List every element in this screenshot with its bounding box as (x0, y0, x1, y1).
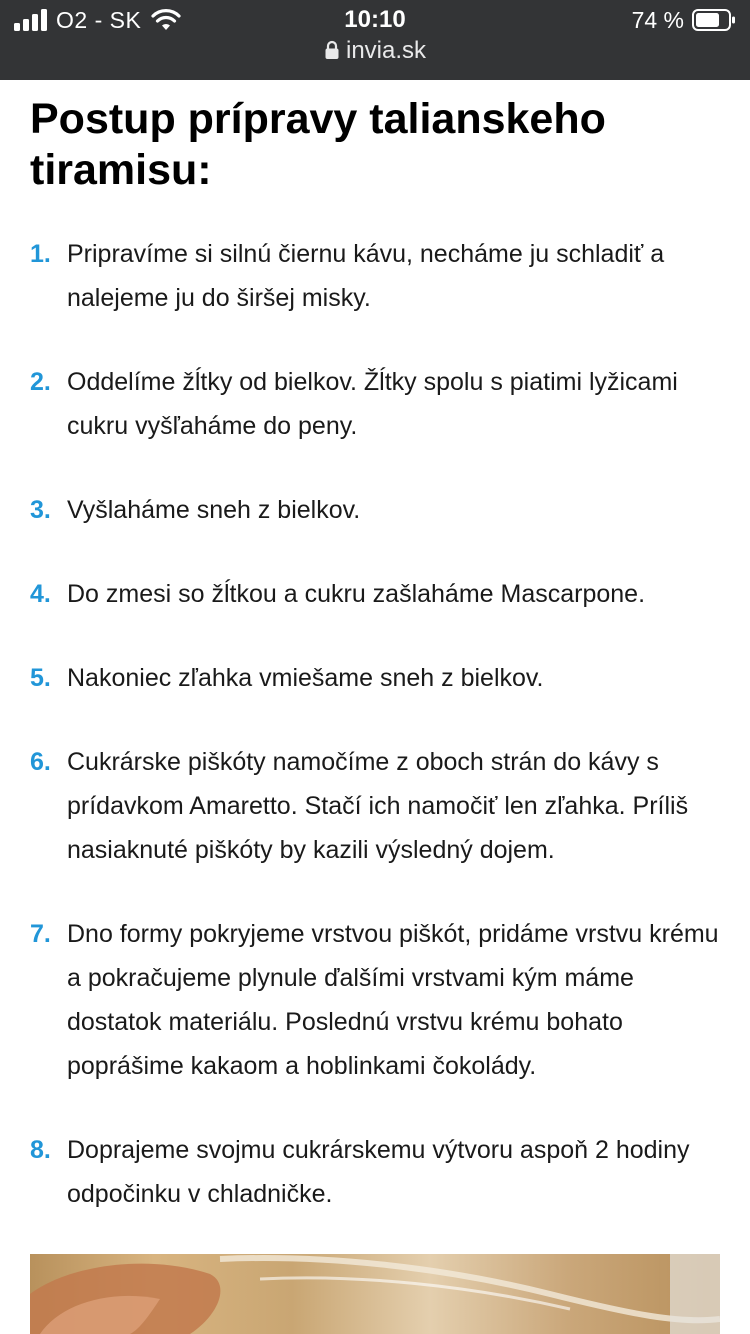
step-text: Doprajeme svojmu cukrárskemu výtvoru aspoň 2 hodiny odpočinku v chladničke. (67, 1136, 690, 1208)
step-text: Do zmesi so žĺtkou a cukru zašlaháme Mascarpone. (67, 580, 646, 608)
tiramisu-photo (30, 1254, 720, 1334)
step-item (30, 360, 720, 448)
step-text: Dno formy pokryjeme vrstvou piškót, pridáme vrstvu krému a pokračujeme plynule ďalšími vrstvami kým máme dostatok materiálu. Poslednú vrstvu krému bohato poprášime kakaom a hoblinkami čokolády. (67, 920, 719, 1080)
status-time: 10:10 (344, 6, 406, 33)
article (30, 80, 720, 1256)
step-text: Pripravíme si silnú čiernu kávu, necháme ju schladiť a nalejeme ju do širšej misky. (67, 240, 665, 312)
step-item (30, 912, 720, 1088)
article-title: Postup prípravy talianskeho tiramisu: (30, 95, 606, 194)
step-item (30, 1128, 720, 1216)
url-domain: invia.sk (345, 37, 427, 64)
lock-icon (324, 40, 340, 60)
step-text: Vyšlaháme sneh z bielkov. (67, 496, 361, 524)
photo-illustration (30, 1254, 720, 1334)
step-number: 3. (30, 496, 51, 524)
step-number: 7. (30, 920, 51, 948)
browser-top-bar (0, 0, 750, 80)
step-number: 4. (30, 580, 51, 608)
step-number: 2. (30, 368, 51, 396)
step-item (30, 656, 720, 700)
battery-percentage: 74 % (631, 7, 684, 33)
step-text: Cukrárske piškóty namočíme z oboch strán do kávy s prídavkom Amaretto. Stačí ich namočiť len zľahka. Príliš nasiaknuté piškóty by kazili výsledný dojem. (67, 748, 689, 864)
step-number: 8. (30, 1136, 51, 1164)
step-text: Nakoniec zľahka vmiešame sneh z bielkov. (67, 664, 544, 692)
step-number: 6. (30, 748, 51, 776)
carrier-name: O2 - SK (56, 7, 142, 33)
step-item (30, 488, 720, 532)
steps-list (30, 232, 720, 1216)
step-number: 5. (30, 664, 51, 692)
step-item (30, 740, 720, 872)
step-item (30, 232, 720, 320)
step-item (30, 572, 720, 616)
step-number: 1. (30, 240, 51, 268)
address-bar[interactable] (0, 37, 750, 65)
step-text: Oddelíme žĺtky od bielkov. Žĺtky spolu s piatimi lyžicami cukru vyšľaháme do peny. (67, 368, 678, 440)
battery-icon (692, 9, 736, 31)
